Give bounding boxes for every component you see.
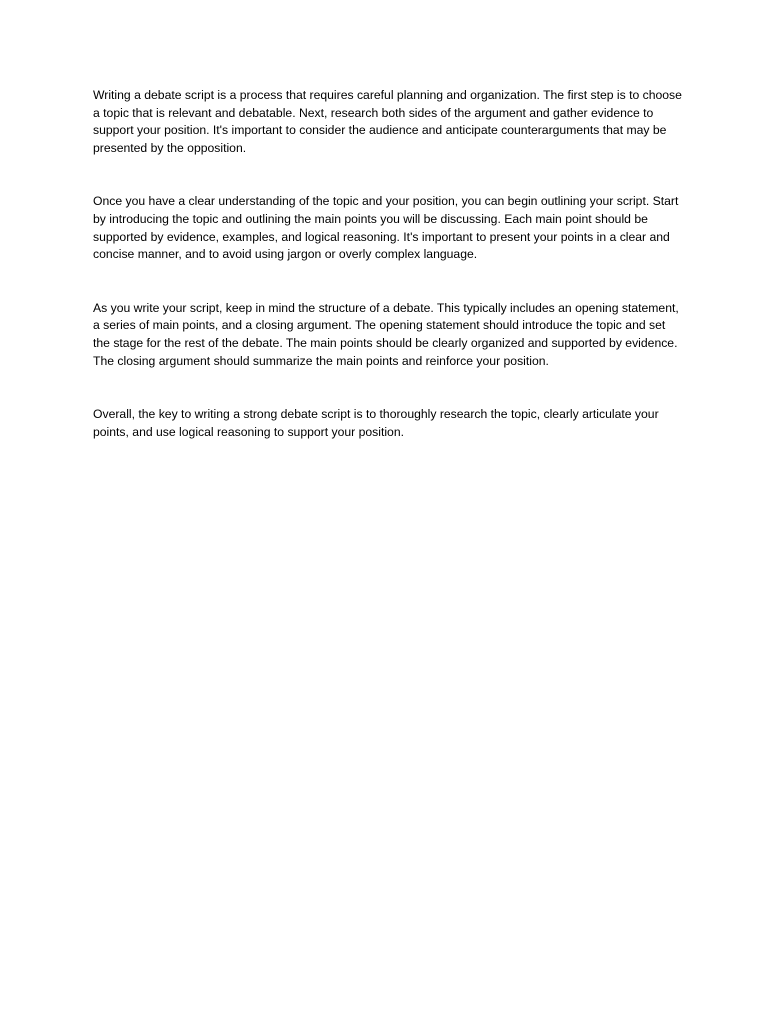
paragraph-1: Writing a debate script is a process that requires careful planning and organization. The first step is to choose a topic that is relevant and debatable. Next, research both sides of the argument and gather evidence to support your position. It's important to consider the audience and anticipate counterarguments that may be presented by the opposition. [93,88,682,155]
paragraph-2: Once you have a clear understanding of the topic and your position, you can begin outlining your script. Start by introducing the topic and outlining the main points you will be discussing. Each main point should be supported by evidence, examples, and logical reasoning. It's important to present your points in a clear and concise manner, and to avoid using jargon or overly complex language. [93,194,679,262]
paragraph-4: Overall, the key to writing a strong debate script is to thoroughly research the topic, clearly articulate your points, and use logical reasoning to support your position. [93,407,659,439]
document-body [93,87,683,441]
paragraph-3: As you write your script, keep in mind the structure of a debate. This typically includes an opening statement, a series of main points, and a closing argument. The opening statement should introduce the topic and set the stage for the rest of the debate. The main points should be clearly organized and supported by evidence. The closing argument should summarize the main points and reinforce your position. [93,300,679,368]
